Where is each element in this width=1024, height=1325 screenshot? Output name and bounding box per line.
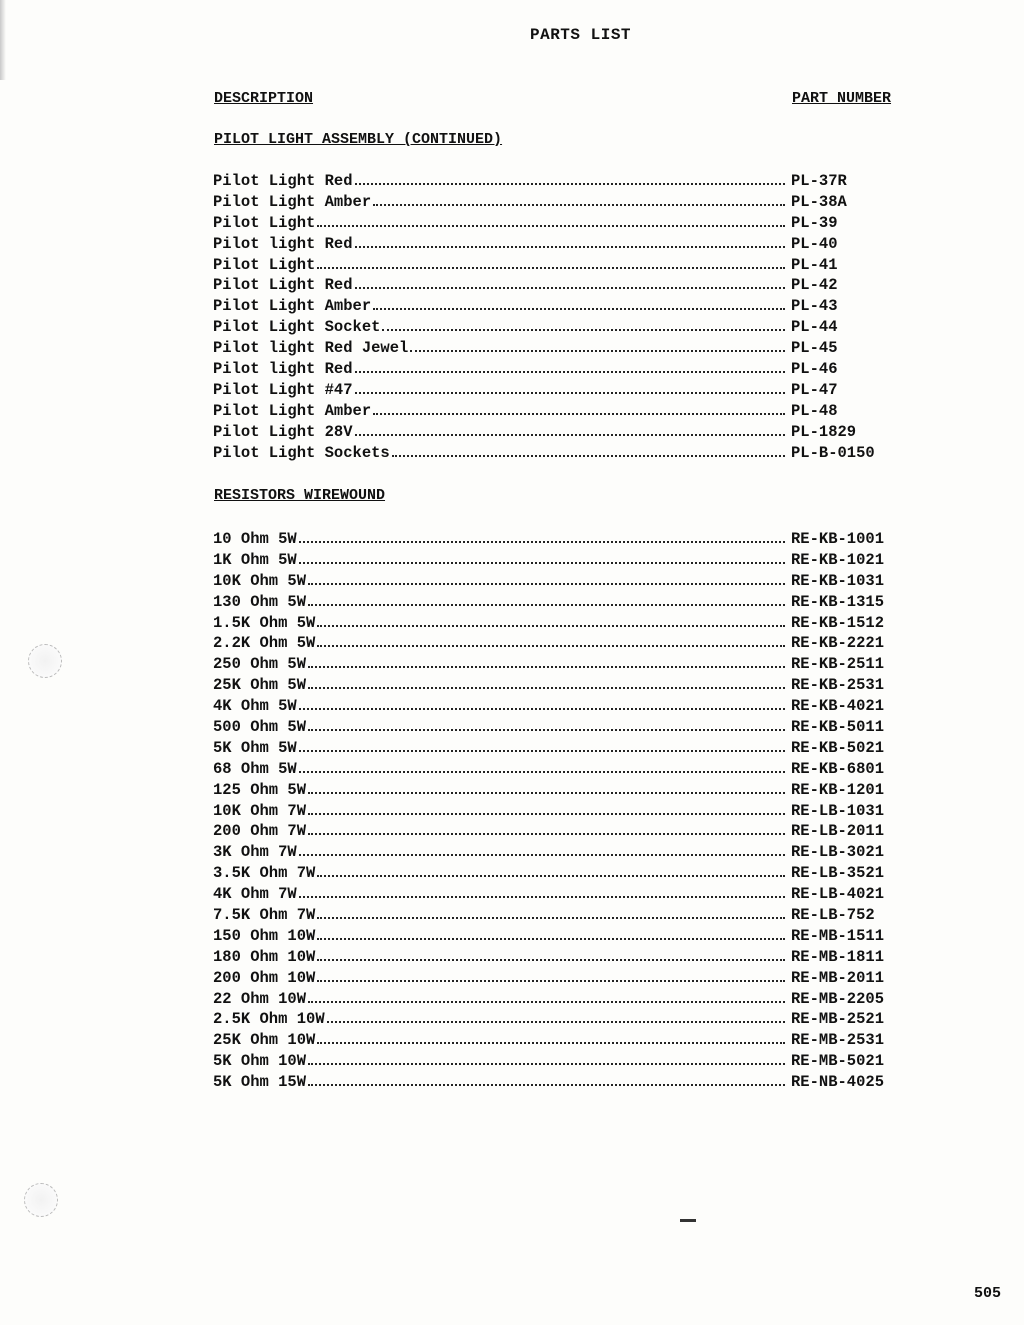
item-description: 200 Ohm 7W — [213, 822, 307, 841]
item-part-number: PL-39 — [791, 213, 838, 232]
list-item — [213, 423, 903, 444]
dot-leader — [317, 979, 785, 982]
pilot-light-parts-list — [213, 172, 903, 464]
item-description: 5K Ohm 15W — [213, 1073, 307, 1092]
list-item — [213, 172, 903, 193]
item-description: 3K Ohm 7W — [213, 843, 297, 862]
page-title: PARTS LIST — [530, 26, 632, 44]
item-part-number: PL-41 — [791, 255, 838, 274]
item-description: Pilot Light Socket — [213, 318, 381, 337]
item-description: 25K Ohm 5W — [213, 676, 307, 695]
punch-hole-mark — [28, 644, 62, 678]
list-item — [213, 402, 903, 423]
item-description: 2.2K Ohm 5W — [213, 634, 316, 653]
dot-leader — [317, 624, 785, 627]
list-item — [213, 906, 903, 927]
item-description: Pilot Light Amber — [213, 297, 372, 316]
list-item — [213, 297, 903, 318]
item-description: 130 Ohm 5W — [213, 592, 307, 611]
item-part-number: PL-43 — [791, 297, 838, 316]
dot-leader — [308, 686, 785, 689]
item-part-number: RE-KB-2221 — [791, 634, 885, 653]
list-item — [213, 1073, 903, 1094]
dot-leader — [299, 561, 785, 564]
item-part-number: RE-MB-2521 — [791, 1010, 885, 1029]
item-description: 200 Ohm 10W — [213, 968, 316, 987]
item-part-number: RE-LB-2011 — [791, 822, 885, 841]
list-item — [213, 948, 903, 969]
dot-leader — [317, 224, 785, 227]
list-item — [213, 843, 903, 864]
stray-mark — [680, 1219, 696, 1222]
dot-leader — [299, 770, 785, 773]
list-item — [213, 885, 903, 906]
item-description: Pilot light Red Jewel — [213, 339, 409, 358]
item-description: 4K Ohm 7W — [213, 885, 297, 904]
list-item — [213, 276, 903, 297]
item-part-number: RE-KB-6801 — [791, 759, 885, 778]
list-item — [213, 864, 903, 885]
dot-leader — [308, 832, 785, 835]
item-description: 5K Ohm 5W — [213, 738, 297, 757]
item-part-number: RE-NB-4025 — [791, 1073, 885, 1092]
list-item — [213, 1031, 903, 1052]
list-item — [213, 235, 903, 256]
item-part-number: RE-LB-3521 — [791, 864, 885, 883]
item-part-number: PL-B-0150 — [791, 443, 875, 462]
list-item — [213, 381, 903, 402]
list-item — [213, 718, 903, 739]
list-item — [213, 781, 903, 802]
item-description: 22 Ohm 10W — [213, 989, 307, 1008]
dot-leader — [308, 728, 785, 731]
item-description: 2.5K Ohm 10W — [213, 1010, 325, 1029]
list-item — [213, 927, 903, 948]
item-part-number: RE-MB-2531 — [791, 1031, 885, 1050]
dot-leader — [308, 582, 785, 585]
item-description: 500 Ohm 5W — [213, 718, 307, 737]
dot-leader — [308, 1083, 785, 1086]
dot-leader — [317, 958, 785, 961]
list-item — [213, 697, 903, 718]
list-item — [213, 444, 903, 465]
item-description: Pilot Light Red — [213, 172, 353, 190]
dot-leader — [355, 182, 785, 185]
item-description: Pilot Light Red — [213, 276, 353, 295]
item-part-number: RE-LB-3021 — [791, 843, 885, 862]
dot-leader — [373, 412, 785, 415]
list-item — [213, 572, 903, 593]
dot-leader — [317, 1041, 785, 1044]
item-description: 125 Ohm 5W — [213, 780, 307, 799]
list-item — [213, 193, 903, 214]
item-part-number: PL-48 — [791, 401, 838, 420]
item-description: Pilot Light Amber — [213, 192, 372, 211]
list-item — [213, 802, 903, 823]
item-description: Pilot light Red — [213, 360, 353, 379]
item-description: Pilot Light Sockets — [213, 443, 390, 462]
item-part-number: RE-KB-1315 — [791, 592, 885, 611]
dot-leader — [308, 665, 785, 668]
list-item — [213, 676, 903, 697]
punch-hole-mark — [24, 1183, 58, 1217]
dot-leader — [299, 540, 785, 543]
list-item — [213, 614, 903, 635]
item-description: 10 Ohm 5W — [213, 530, 297, 548]
dot-leader — [317, 266, 785, 269]
item-part-number: RE-KB-1512 — [791, 613, 885, 632]
item-description: 10K Ohm 7W — [213, 801, 307, 820]
dot-leader — [299, 853, 785, 856]
item-description: Pilot light Red — [213, 234, 353, 253]
dot-leader — [355, 391, 785, 394]
list-item — [213, 214, 903, 235]
item-description: Pilot Light Amber — [213, 401, 372, 420]
list-item — [213, 256, 903, 277]
dot-leader — [373, 203, 785, 206]
item-part-number: PL-37R — [791, 172, 847, 190]
dot-leader — [355, 245, 785, 248]
dot-leader — [299, 707, 785, 710]
item-part-number: RE-KB-1001 — [791, 530, 885, 548]
dot-leader — [410, 349, 785, 352]
item-description: 1.5K Ohm 5W — [213, 613, 316, 632]
list-item — [213, 822, 903, 843]
item-part-number: PL-45 — [791, 339, 838, 358]
item-part-number: RE-LB-752 — [791, 906, 875, 925]
dot-leader — [308, 791, 785, 794]
dot-leader — [299, 749, 785, 752]
item-description: 180 Ohm 10W — [213, 947, 316, 966]
section-heading-resistors: RESISTORS WIREWOUND — [214, 487, 386, 504]
item-part-number: RE-MB-1811 — [791, 947, 885, 966]
item-part-number: RE-KB-5011 — [791, 718, 885, 737]
list-item — [213, 339, 903, 360]
dot-leader — [308, 1000, 785, 1003]
item-part-number: PL-38A — [791, 192, 847, 211]
list-item — [213, 969, 903, 990]
item-part-number: PL-46 — [791, 360, 838, 379]
dot-leader — [308, 603, 785, 606]
item-description: 150 Ohm 10W — [213, 926, 316, 945]
item-part-number: PL-40 — [791, 234, 838, 253]
dot-leader — [317, 916, 785, 919]
resistor-parts-list — [213, 530, 903, 1094]
dot-leader — [327, 1020, 785, 1023]
item-part-number: RE-MB-2011 — [791, 968, 885, 987]
item-description: Pilot Light — [213, 213, 316, 232]
item-description: 3.5K Ohm 7W — [213, 864, 316, 883]
item-part-number: RE-LB-4021 — [791, 885, 885, 904]
item-part-number: PL-44 — [791, 318, 838, 337]
list-item — [213, 530, 903, 551]
item-description: 25K Ohm 10W — [213, 1031, 316, 1050]
list-item — [213, 318, 903, 339]
column-heading-description: DESCRIPTION — [214, 90, 314, 107]
item-description: 10K Ohm 5W — [213, 571, 307, 590]
list-item — [213, 990, 903, 1011]
dot-leader — [373, 307, 785, 310]
item-part-number: RE-MB-1511 — [791, 926, 885, 945]
column-heading-part-number: PART NUMBER — [792, 90, 892, 107]
dot-leader — [355, 286, 785, 289]
dot-leader — [355, 370, 785, 373]
item-description: 4K Ohm 5W — [213, 697, 297, 716]
dot-leader — [308, 1062, 785, 1065]
item-part-number: RE-KB-2531 — [791, 676, 885, 695]
item-description: 1K Ohm 5W — [213, 550, 297, 569]
dot-leader — [355, 433, 785, 436]
item-part-number: RE-KB-2511 — [791, 655, 885, 674]
dot-leader — [317, 874, 785, 877]
page-number: 505 — [974, 1285, 1002, 1302]
item-part-number: RE-MB-5021 — [791, 1052, 885, 1071]
list-item — [213, 360, 903, 381]
item-description: 5K Ohm 10W — [213, 1052, 307, 1071]
item-part-number: RE-KB-4021 — [791, 697, 885, 716]
item-part-number: RE-LB-1031 — [791, 801, 885, 820]
item-part-number: PL-42 — [791, 276, 838, 295]
item-description: Pilot Light — [213, 255, 316, 274]
item-description: 7.5K Ohm 7W — [213, 906, 316, 925]
list-item — [213, 760, 903, 781]
item-part-number: PL-47 — [791, 380, 838, 399]
list-item — [213, 739, 903, 760]
list-item — [213, 1052, 903, 1073]
scan-edge-shadow — [0, 0, 6, 80]
item-description: 68 Ohm 5W — [213, 759, 297, 778]
list-item — [213, 1010, 903, 1031]
item-part-number: RE-MB-2205 — [791, 989, 885, 1008]
list-item — [213, 551, 903, 572]
list-item — [213, 655, 903, 676]
item-description: 250 Ohm 5W — [213, 655, 307, 674]
item-description: Pilot Light #47 — [213, 380, 353, 399]
item-part-number: RE-KB-1031 — [791, 571, 885, 590]
list-item — [213, 593, 903, 614]
dot-leader — [317, 937, 785, 940]
dot-leader — [299, 895, 785, 898]
item-part-number: RE-KB-1021 — [791, 550, 885, 569]
item-description: Pilot Light 28V — [213, 422, 353, 441]
item-part-number: RE-KB-1201 — [791, 780, 885, 799]
dot-leader — [308, 812, 785, 815]
dot-leader — [382, 328, 785, 331]
item-part-number: RE-KB-5021 — [791, 738, 885, 757]
item-part-number: PL-1829 — [791, 422, 857, 441]
section-heading-pilot-light: PILOT LIGHT ASSEMBLY (CONTINUED) — [214, 131, 503, 148]
dot-leader — [317, 644, 785, 647]
dot-leader — [392, 454, 785, 457]
list-item — [213, 634, 903, 655]
